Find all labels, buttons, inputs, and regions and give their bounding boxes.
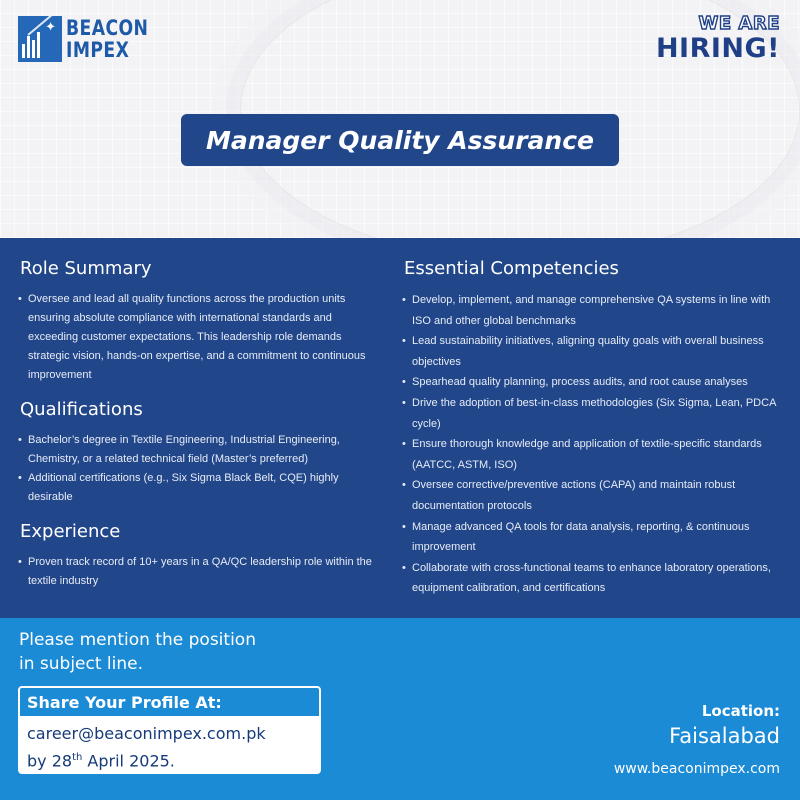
website-link[interactable]: www.beaconimpex.com bbox=[613, 761, 780, 777]
list-item: • Additional certifications (e.g., Six Sigma Black Belt, CQE) highly desirable bbox=[20, 469, 380, 507]
list-item: • Lead sustainability initiatives, aligning quality goals with overall business objectives bbox=[404, 331, 784, 372]
company-name-line2: IMPEX bbox=[66, 38, 130, 62]
location-city: Faisalabad bbox=[669, 724, 780, 748]
list-item: • Collaborate with cross-functional teams to enhance laboratory operations, equipment calibration, and certifications bbox=[404, 558, 784, 599]
deadline-suffix: April 2025. bbox=[82, 751, 175, 771]
list-item: • Proven track record of 10+ years in a QA/QC leadership role within the textile industry bbox=[20, 553, 380, 591]
deadline-sup: th bbox=[72, 752, 83, 763]
role-summary-list bbox=[20, 290, 380, 385]
star-icon: ✦ bbox=[45, 19, 56, 34]
deadline bbox=[27, 746, 312, 773]
competencies-list bbox=[404, 290, 784, 599]
hiring-banner bbox=[656, 14, 780, 64]
experience-list bbox=[20, 553, 380, 591]
hiring-line1: WE ARE bbox=[698, 13, 780, 34]
list-item: • Develop, implement, and manage comprehensive QA systems in line with ISO and other global benchmarks bbox=[404, 290, 784, 331]
location-label: Location: bbox=[701, 702, 780, 720]
list-item: • Bachelor’s degree in Textile Engineering, Industrial Engineering, Chemistry, or a related technical field (Master’s preferred) bbox=[20, 431, 380, 469]
beacon-logo-icon bbox=[18, 16, 62, 62]
qualifications-list bbox=[20, 431, 380, 507]
share-label: Share Your Profile At: bbox=[20, 688, 319, 718]
list-item: • Oversee and lead all quality functions across the production units ensuring absolute compliance with international standards and exceeding customer expectations. This leadership role demands strategic vision, hands-on expertise, and a commitment to continuous improvement bbox=[20, 290, 380, 385]
list-item: • Ensure thorough knowledge and application of textile-specific standards (AATCC, ASTM, ISO) bbox=[404, 434, 784, 475]
left-column bbox=[20, 258, 380, 591]
footer-section bbox=[0, 618, 800, 800]
details-section bbox=[0, 238, 800, 618]
competencies-title: Essential Competencies bbox=[404, 258, 619, 279]
email-link[interactable]: career@beaconimpex.com.pk bbox=[27, 724, 266, 743]
share-details bbox=[20, 718, 319, 774]
deadline-prefix: by 28 bbox=[27, 751, 73, 771]
subject-line-note bbox=[19, 628, 256, 676]
right-column bbox=[404, 258, 784, 599]
list-item: • Drive the adoption of best-in-class methodologies (Six Sigma, Lean, PDCA cycle) bbox=[404, 393, 784, 434]
company-name-line1: BEACON bbox=[66, 16, 149, 40]
share-profile-box bbox=[18, 686, 321, 774]
list-item: • Spearhead quality planning, process audits, and root cause analyses bbox=[404, 372, 784, 393]
company-name bbox=[66, 17, 148, 61]
job-title: Manager Quality Assurance bbox=[181, 114, 619, 166]
mention-line1: Please mention the position bbox=[19, 630, 256, 650]
qualifications-title: Qualifications bbox=[20, 399, 143, 420]
list-item: • Manage advanced QA tools for data analysis, reporting, & continuous improvement bbox=[404, 517, 784, 558]
hiring-line2: HIRING! bbox=[655, 33, 780, 64]
experience-title: Experience bbox=[20, 521, 121, 542]
mention-line2: in subject line. bbox=[19, 654, 144, 674]
list-item: • Oversee corrective/preventive actions (CAPA) and maintain robust documentation protocols bbox=[404, 475, 784, 516]
header-section bbox=[0, 0, 800, 238]
role-summary-title: Role Summary bbox=[20, 258, 152, 279]
company-logo[interactable] bbox=[18, 14, 166, 64]
location-block bbox=[669, 700, 780, 750]
